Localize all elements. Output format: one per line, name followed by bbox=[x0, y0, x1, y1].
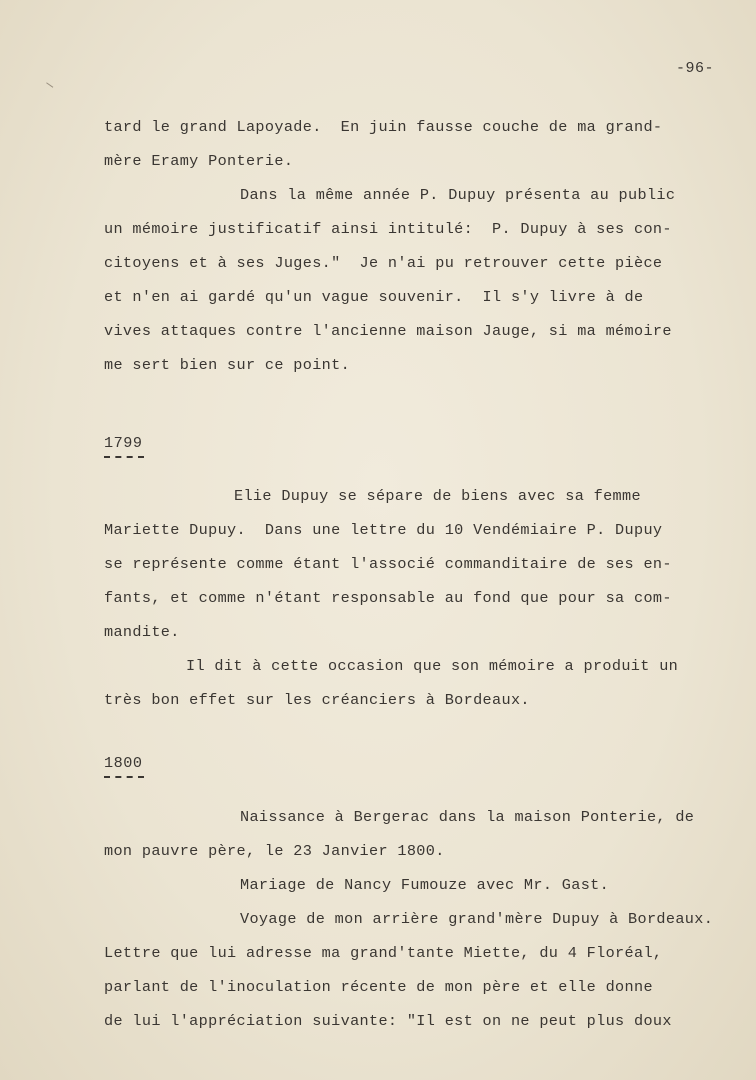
text-line: vives attaques contre l'ancienne maison Jauge, si ma mémoire bbox=[104, 322, 672, 340]
year-underline bbox=[104, 776, 144, 778]
text-line: se représente comme étant l'associé commanditaire de ses en- bbox=[104, 555, 672, 573]
text-line: Dans la même année P. Dupuy présenta au public bbox=[240, 186, 676, 204]
text-line: et n'en ai gardé qu'un vague souvenir. Il s'y livre à de bbox=[104, 288, 644, 306]
year-heading: 1800 bbox=[104, 754, 143, 772]
text-line: tard le grand Lapoyade. En juin fausse couche de ma grand- bbox=[104, 118, 663, 136]
text-line: Il dit à cette occasion que son mémoire a produit un bbox=[186, 657, 679, 675]
year-heading: 1799 bbox=[104, 434, 143, 452]
year-underline bbox=[104, 456, 144, 458]
text-line: Elie Dupuy se sépare de biens avec sa femme bbox=[234, 487, 641, 505]
text-line: fants, et comme n'étant responsable au fond que pour sa com- bbox=[104, 589, 672, 607]
text-line: parlant de l'inoculation récente de mon père et elle donne bbox=[104, 978, 653, 996]
page-number: -96- bbox=[676, 60, 715, 77]
text-line: un mémoire justificatif ainsi intitulé: P. Dupuy à ses con- bbox=[104, 220, 672, 238]
text-line: de lui l'appréciation suivante: "Il est on ne peut plus doux bbox=[104, 1012, 672, 1030]
text-line: mère Eramy Ponterie. bbox=[104, 152, 294, 170]
text-line: mandite. bbox=[104, 623, 180, 641]
text-line: citoyens et à ses Juges." Je n'ai pu retrouver cette pièce bbox=[104, 254, 663, 272]
text-line: Lettre que lui adresse ma grand'tante Miette, du 4 Floréal, bbox=[104, 944, 663, 962]
text-line: me sert bien sur ce point. bbox=[104, 356, 351, 374]
text-line: très bon effet sur les créanciers à Bordeaux. bbox=[104, 691, 530, 709]
text-line: Mariette Dupuy. Dans une lettre du 10 Vendémiaire P. Dupuy bbox=[104, 521, 663, 539]
text-line: Voyage de mon arrière grand'mère Dupuy à Bordeaux. bbox=[240, 910, 714, 928]
text-line: mon pauvre père, le 23 Janvier 1800. bbox=[104, 842, 445, 860]
text-line: Naissance à Bergerac dans la maison Ponterie, de bbox=[240, 808, 695, 826]
stray-mark bbox=[43, 82, 54, 92]
text-line: Mariage de Nancy Fumouze avec Mr. Gast. bbox=[240, 876, 610, 894]
